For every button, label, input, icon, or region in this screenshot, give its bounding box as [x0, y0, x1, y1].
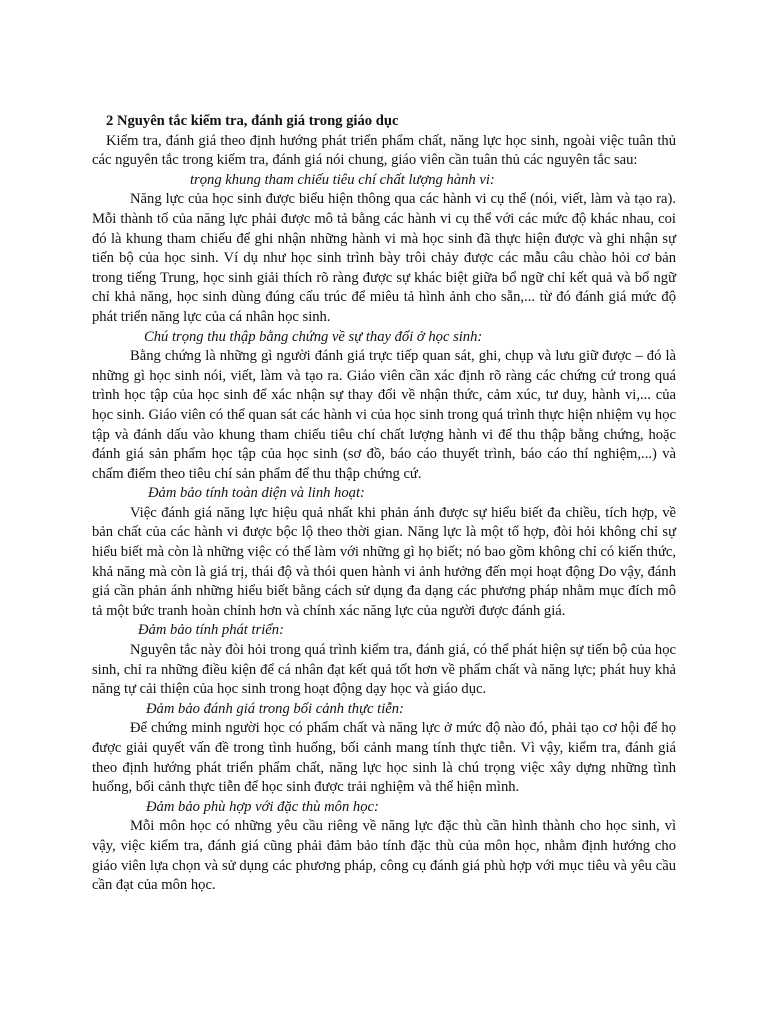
principle-body-5: Để chứng minh người học có phẩm chất và năng lực ở mức độ nào đó, phải tạo cơ hội để họ được giải quyết vấn đề trong tình huống, bối cảnh mang tính thực tiễn. Vì vậy, kiểm tra, đánh giá theo định hướng phát triển phẩm chất, năng lực học sinh là chú trọng việc xây dựng những tình huống, bối cảnh thực tiễn để học sinh được trải nghiệm và thể hiện mình. [92, 720, 676, 796]
principle-title-5: Đảm bảo đánh giá trong bối cảnh thực tiễn: [146, 700, 404, 717]
section-heading: 2 Nguyên tắc kiểm tra, đánh giá trong giáo dục [106, 113, 399, 129]
principle-body-6: Mỗi môn học có những yêu cầu riêng về năng lực đặc thù cần hình thành cho học sinh, vì vậy, việc kiểm tra, đánh giá cũng phải đảm bảo tính đặc thù của môn học, nhằm định hướng cho giáo viên lựa chọn và sử dụng các phương pháp, công cụ đánh giá phù hợp với mục tiêu và yêu cầu cần đạt của môn học. [92, 818, 676, 894]
principle-title-4: Đảm bảo tính phát triển: [138, 622, 284, 639]
document-body [92, 112, 676, 896]
principle-title-3: Đảm bảo tính toàn diện và linh hoạt: [148, 485, 365, 502]
principle-title-2: Chú trọng thu thập bằng chứng về sự thay đổi ở học sinh: [144, 328, 483, 345]
principle-body-4: Nguyên tắc này đòi hỏi trong quá trình kiểm tra, đánh giá, có thể phát hiện sự tiến bộ của học sinh, chỉ ra những điều kiện để cá nhân đạt kết quả tốt hơn về phẩm chất và năng lực; phát huy khả năng tự cải thiện của học sinh trong hoạt động dạy học và giáo dục. [92, 642, 676, 698]
principle-title-6: Đảm bảo phù hợp với đặc thù môn học: [146, 798, 379, 815]
principle-body-3: Việc đánh giá năng lực hiệu quả nhất khi phản ánh được sự hiểu biết đa chiều, tích hợp, về bản chất của các hành vi được bộc lộ theo thời gian. Năng lực là một tổ hợp, đòi hỏi không chỉ sự hiểu biết mà còn là những việc có thể làm với những gì họ biết; nó bao gồm không chỉ có kiến thức, khả năng mà còn là giá trị, thái độ và thói quen hành vi ảnh hưởng đến mọi hoạt động Do vậy, đánh giá cần phản ánh những hiểu biết bằng cách sử dụng đa dạng các phương pháp nhằm mục đích mô tả một bức tranh hoàn chỉnh hơn và chính xác năng lực của người được đánh giá. [92, 504, 676, 619]
principle-body-2: Bằng chứng là những gì người đánh giá trực tiếp quan sát, ghi, chụp và lưu giữ được – đó là những gì học sinh nói, viết, làm và tạo ra. Giáo viên cần xác định rõ ràng các chứng cứ trong quá trình học tập của học sinh để xác nhận sự thay đổi về nhận thức, cảm xúc, tư duy, hành vi,... của học sinh. Giáo viên có thể quan sát các hành vi của học sinh trong quá trình thực hiện nhiệm vụ học tập và đánh dấu vào khung tham chiếu tiêu chí chất lượng hành vi để thu thập bằng chứng, hoặc đánh giá sản phẩm học tập của học sinh (sơ đồ, báo cáo thuyết trình, báo cáo thí nghiệm,...) và chấm điểm theo tiêu chí sản phẩm để thu thập chứng cứ. [92, 348, 676, 482]
intro-paragraph: Kiểm tra, đánh giá theo định hướng phát triển phẩm chất, năng lực học sinh, ngoài việc tuân thủ các nguyên tắc trong kiểm tra, đánh giá nói chung, giáo viên cần tuân thủ các nguyên tắc sau: [92, 132, 676, 169]
principle-title-1: trọng khung tham chiếu tiêu chí chất lượng hành vi: [190, 171, 495, 188]
principle-body-1: Năng lực của học sinh được biểu hiện thông qua các hành vi cụ thể (nói, viết, làm và tạo ra). Mỗi thành tố của năng lực phải được mô tả bằng các hành vi cụ thể với các mức độ khác nhau, coi đó là khung tham chiếu để ghi nhận những hành vi mà học sinh đã thực hiện được và ghi nhận sự tiến bộ của học sinh. Ví dụ như học sinh trình bày trôi chảy được các mẫu câu chào hỏi cơ bản trong tiếng Trung, học sinh giải thích rõ ràng được sự khác biệt giữa bổ ngữ chỉ kết quả và bổ ngữ chỉ khả năng, học sinh dùng đúng cấu trúc để miêu tả hình ảnh cho sẵn,... từ đó đánh giá mức độ phát triển năng lực của cá nhân học sinh. [92, 191, 676, 325]
